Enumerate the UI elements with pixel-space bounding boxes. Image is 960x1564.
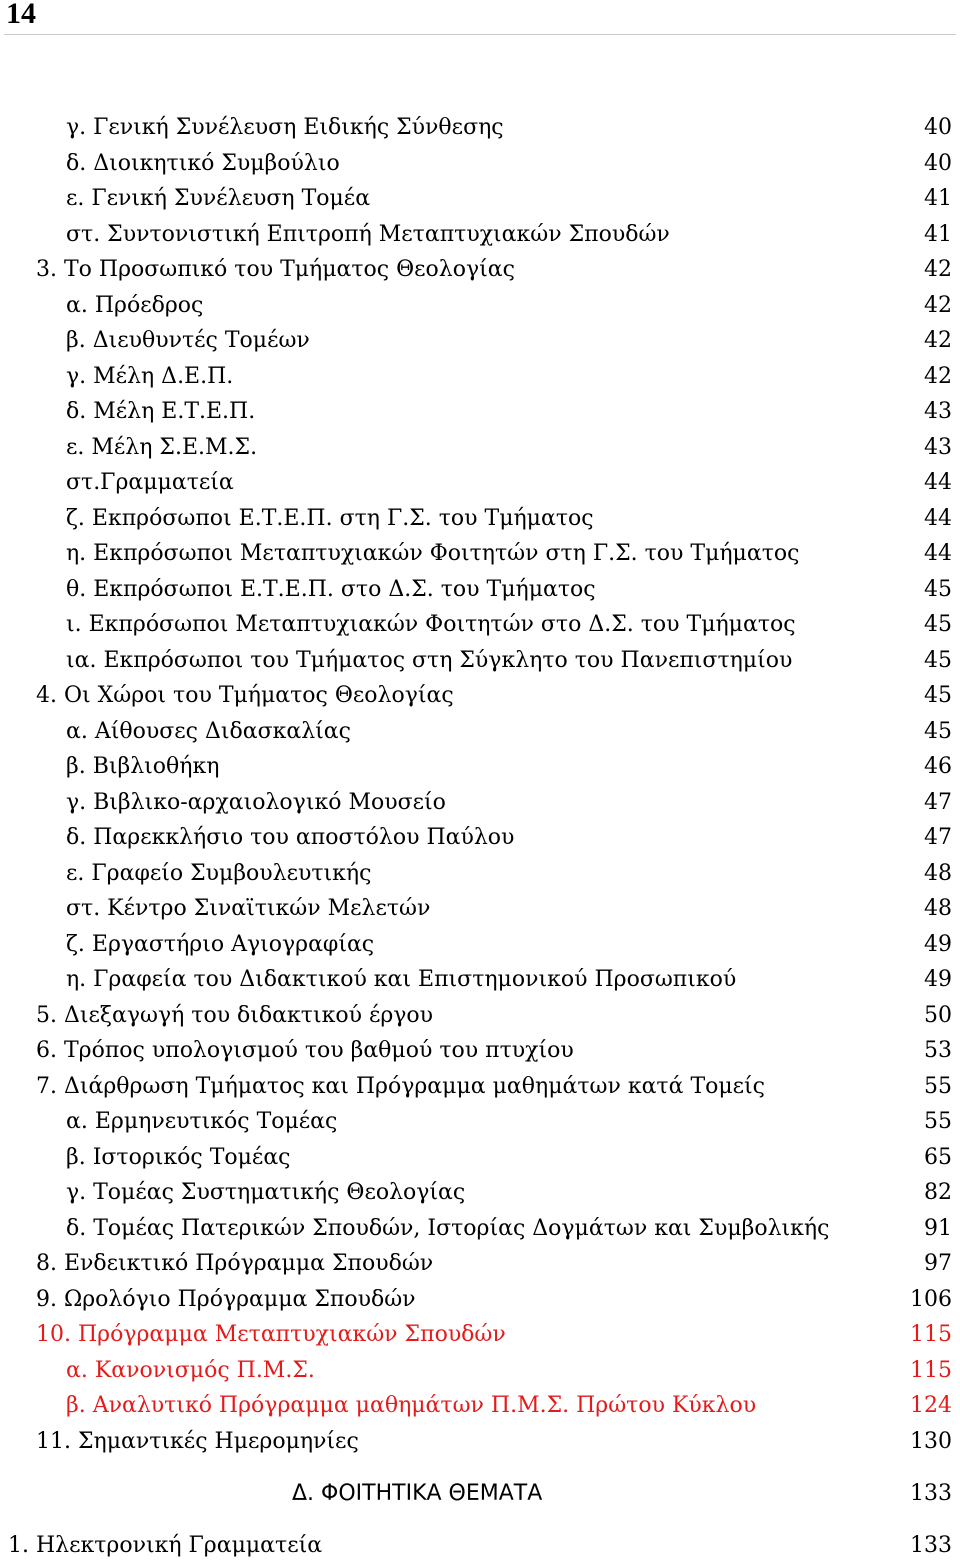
toc-entry[interactable] bbox=[0, 536, 960, 572]
toc-entry[interactable] bbox=[0, 607, 960, 643]
toc-entry-title: δ. Διοικητικό Συμβούλιο bbox=[66, 150, 340, 176]
toc-entry-title: ε. Γραφείο Συμβουλευτικής bbox=[66, 860, 372, 886]
toc-entry-title: δ. Παρεκκλήσιο του αποστόλου Παύλου bbox=[66, 825, 515, 850]
toc-entry[interactable] bbox=[0, 785, 960, 821]
toc-entry[interactable] bbox=[0, 678, 960, 714]
toc-entry-page: 97 bbox=[924, 1251, 952, 1276]
toc-entry[interactable] bbox=[0, 1211, 960, 1247]
toc-entry-page: 115 bbox=[910, 1357, 952, 1383]
header-divider bbox=[4, 34, 956, 35]
toc-entry-electronic-secretariat[interactable] bbox=[0, 1528, 960, 1564]
toc-entry-title: ε. Γενική Συνέλευση Τομέα bbox=[66, 186, 371, 211]
toc-entry-page: 41 bbox=[924, 221, 952, 247]
toc-entry-page: 42 bbox=[924, 257, 952, 282]
toc-entry[interactable] bbox=[0, 1104, 960, 1140]
section-page-number: 133 bbox=[910, 1481, 952, 1506]
toc-entry[interactable] bbox=[0, 1424, 960, 1460]
toc-entry[interactable] bbox=[0, 856, 960, 892]
toc-entry-title: 10. Πρόγραμμα Μεταπτυχιακών Σπουδών bbox=[36, 1322, 506, 1347]
toc-entry-page: 45 bbox=[924, 718, 952, 744]
toc-entry[interactable] bbox=[0, 1388, 960, 1424]
toc-entry-page: 48 bbox=[924, 896, 952, 921]
toc-entry-page: 45 bbox=[924, 576, 952, 602]
toc-entry-title: α. Αίθουσες Διδασκαλίας bbox=[66, 718, 351, 744]
toc-entry-page: 40 bbox=[924, 150, 952, 176]
toc-entry-page: 43 bbox=[924, 399, 952, 424]
toc-entry-page: 115 bbox=[910, 1322, 952, 1347]
toc-entry[interactable] bbox=[0, 359, 960, 395]
toc-entry[interactable] bbox=[0, 1069, 960, 1105]
toc-entry-title: 1. Ηλεκτρονική Γραμματεία bbox=[8, 1533, 323, 1558]
toc-entry[interactable] bbox=[0, 323, 960, 359]
toc-entry[interactable] bbox=[0, 891, 960, 927]
toc-entry-page: 130 bbox=[910, 1428, 952, 1454]
toc-entry-title: γ. Τομέας Συστηματικής Θεολογίας bbox=[66, 1180, 466, 1205]
toc-entry-title: 5. Διεξαγωγή του διδακτικού έργου bbox=[36, 1002, 434, 1028]
toc-entry-page: 46 bbox=[924, 754, 952, 779]
toc-entry[interactable] bbox=[0, 962, 960, 998]
toc-entry[interactable] bbox=[0, 1353, 960, 1389]
toc-entry-title: β. Αναλυτικό Πρόγραμμα μαθημάτων Π.Μ.Σ. Πρώτου Κύκλου bbox=[66, 1393, 757, 1418]
toc-entry-title: α. Πρόεδρος bbox=[66, 292, 204, 318]
toc-entry-page: 82 bbox=[924, 1180, 952, 1205]
toc-entry-title: 8. Ενδεικτικό Πρόγραμμα Σπουδών bbox=[36, 1251, 434, 1276]
toc-entry-page: 40 bbox=[924, 115, 952, 140]
toc-entry-title: α. Κανονισμός Π.Μ.Σ. bbox=[66, 1357, 315, 1383]
toc-entry-title: 4. Οι Χώροι του Τμήματος Θεολογίας bbox=[36, 683, 454, 708]
toc-entry-title: α. Ερμηνευτικός Τομέας bbox=[66, 1109, 338, 1134]
toc-entry-title: ζ. Εκπρόσωποι Ε.Τ.Ε.Π. στη Γ.Σ. του Τμήματος bbox=[66, 505, 594, 531]
toc-entry-title: γ. Γενική Συνέλευση Ειδικής Σύνθεσης bbox=[66, 115, 504, 140]
toc-entry-page: 42 bbox=[924, 292, 952, 318]
toc-entry[interactable] bbox=[0, 181, 960, 217]
toc-entry[interactable] bbox=[0, 501, 960, 537]
toc-entry-page: 44 bbox=[924, 470, 952, 495]
toc-entry-title: 7. Διάρθρωση Τμήματος και Πρόγραμμα μαθημάτων κατά Τομείς bbox=[36, 1073, 766, 1099]
toc-entry[interactable] bbox=[0, 998, 960, 1034]
toc-entry-title: 6. Τρόπος υπολογισμού του βαθμού του πτυχίου bbox=[36, 1038, 574, 1063]
toc-entry[interactable] bbox=[0, 110, 960, 146]
page-number: 14 bbox=[6, 0, 36, 30]
toc-entry-page: 41 bbox=[924, 186, 952, 211]
toc-entry-page: 45 bbox=[924, 612, 952, 637]
toc-entry-title: 9. Ωρολόγιο Πρόγραμμα Σπουδών bbox=[36, 1286, 416, 1312]
toc-entry-title: η. Γραφεία του Διδακτικού και Επιστημονικού Προσωπικού bbox=[66, 967, 737, 992]
table-of-contents bbox=[0, 110, 960, 1459]
toc-entry[interactable] bbox=[0, 1140, 960, 1176]
toc-entry-title: ια. Εκπρόσωποι του Τμήματος στη Σύγκλητο του Πανεπιστημίου bbox=[66, 647, 793, 673]
toc-entry-title: γ. Βιβλικο-αρχαιολογικό Μουσείο bbox=[66, 789, 446, 815]
toc-entry-title: ε. Μέλη Σ.Ε.Μ.Σ. bbox=[66, 434, 258, 460]
toc-entry-title: β. Διευθυντές Τομέων bbox=[66, 328, 310, 353]
toc-entry[interactable] bbox=[0, 927, 960, 963]
toc-entry-page: 42 bbox=[924, 328, 952, 353]
toc-entry-page: 44 bbox=[924, 541, 952, 566]
toc-entry[interactable] bbox=[0, 465, 960, 501]
toc-entry[interactable] bbox=[0, 1246, 960, 1282]
toc-entry-page: 47 bbox=[924, 789, 952, 815]
toc-entry-title: β. Βιβλιοθήκη bbox=[66, 754, 220, 779]
toc-entry[interactable] bbox=[0, 1282, 960, 1318]
toc-entry-page: 48 bbox=[924, 860, 952, 886]
toc-entry-title: ι. Εκπρόσωποι Μεταπτυχιακών Φοιτητών στο Δ.Σ. του Τμήματος bbox=[66, 612, 796, 637]
toc-entry-title: στ.Γραμματεία bbox=[66, 470, 234, 495]
toc-entry-page: 55 bbox=[924, 1073, 952, 1099]
toc-entry[interactable] bbox=[0, 1317, 960, 1353]
toc-entry-page: 91 bbox=[924, 1215, 952, 1241]
toc-entry-title: θ. Εκπρόσωποι Ε.Τ.Ε.Π. στο Δ.Σ. του Τμήματος bbox=[66, 576, 596, 602]
toc-entry[interactable] bbox=[0, 430, 960, 466]
section-heading[interactable]: Δ. ΦΟΙΤΗΤΙΚΑ ΘΕΜΑΤΑ bbox=[292, 1481, 543, 1506]
toc-entry-page: 133 bbox=[910, 1533, 952, 1558]
toc-entry-page: 44 bbox=[924, 505, 952, 531]
toc-entry-title: 3. Το Προσωπικό του Τμήματος Θεολογίας bbox=[36, 257, 515, 282]
toc-entry-title: δ. Μέλη Ε.Τ.Ε.Π. bbox=[66, 399, 256, 424]
toc-entry[interactable] bbox=[0, 394, 960, 430]
toc-entry[interactable] bbox=[0, 217, 960, 253]
toc-entry-page: 42 bbox=[924, 363, 952, 389]
toc-entry-title: γ. Μέλη Δ.Ε.Π. bbox=[66, 363, 234, 389]
toc-entry-page: 45 bbox=[924, 683, 952, 708]
toc-entry-page: 65 bbox=[924, 1144, 952, 1170]
toc-entry[interactable] bbox=[0, 252, 960, 288]
toc-entry-page: 49 bbox=[924, 967, 952, 992]
toc-entry[interactable] bbox=[0, 146, 960, 182]
toc-entry-page: 53 bbox=[924, 1038, 952, 1063]
toc-entry[interactable] bbox=[0, 749, 960, 785]
toc-entry-title: ζ. Εργαστήριο Αγιογραφίας bbox=[66, 931, 375, 957]
toc-entry-page: 55 bbox=[924, 1109, 952, 1134]
toc-entry[interactable] bbox=[0, 1175, 960, 1211]
toc-entry-title: στ. Συντονιστική Επιτροπή Μεταπτυχιακών Σπουδών bbox=[66, 221, 670, 247]
toc-entry-page: 49 bbox=[924, 931, 952, 957]
toc-entry-page: 124 bbox=[910, 1393, 952, 1418]
toc-entry-title: στ. Κέντρο Σιναϊτικών Μελετών bbox=[66, 896, 431, 921]
toc-entry-title: η. Εκπρόσωποι Μεταπτυχιακών Φοιτητών στη Γ.Σ. του Τμήματος bbox=[66, 541, 800, 566]
toc-entry-title: β. Ιστορικός Τομέας bbox=[66, 1144, 291, 1170]
toc-entry-page: 47 bbox=[924, 825, 952, 850]
toc-entry[interactable] bbox=[0, 820, 960, 856]
toc-entry[interactable] bbox=[0, 288, 960, 324]
toc-entry-page: 45 bbox=[924, 647, 952, 673]
toc-entry[interactable] bbox=[0, 1033, 960, 1069]
toc-entry[interactable] bbox=[0, 572, 960, 608]
toc-entry[interactable] bbox=[0, 643, 960, 679]
toc-entry-title: 11. Σημαντικές Ημερομηνίες bbox=[36, 1428, 359, 1454]
toc-entry[interactable] bbox=[0, 714, 960, 750]
toc-entry-page: 50 bbox=[924, 1002, 952, 1028]
toc-entry-page: 43 bbox=[924, 434, 952, 460]
toc-entry-page: 106 bbox=[910, 1286, 952, 1312]
toc-entry-title: δ. Τομέας Πατερικών Σπουδών, Ιστορίας Δογμάτων και Συμβολικής bbox=[66, 1215, 830, 1241]
